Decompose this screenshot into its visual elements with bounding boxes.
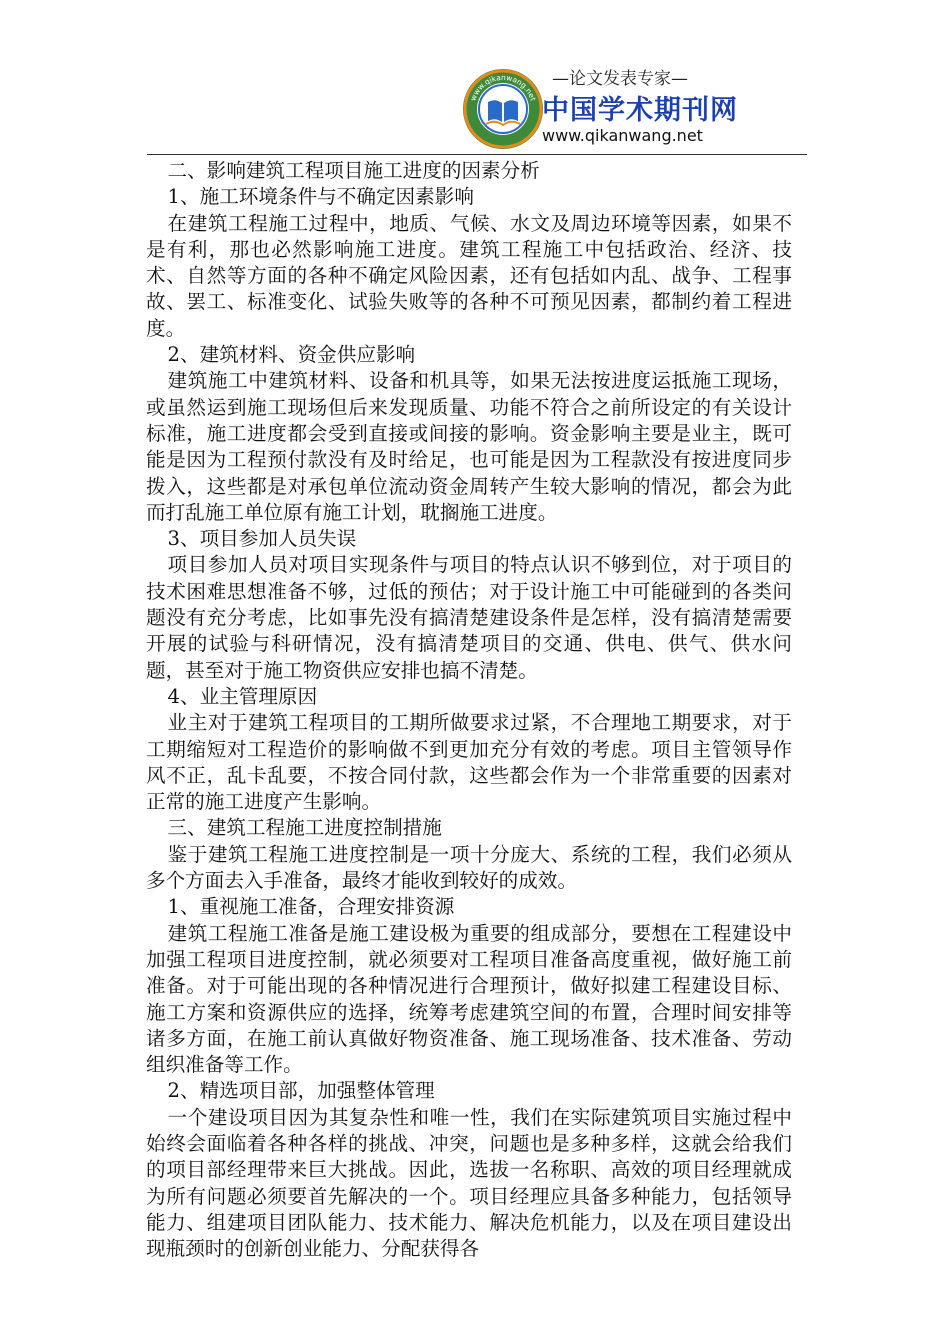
- paragraph: 建筑工程施工准备是施工建设极为重要的组成部分，要想在工程建设中加强工程项目进度控制，就必须要对工程项目准备高度重视，做好施工前准备。对于可能出现的各种情况进行合理预计，做好拟建工程建设目标、施工方案和资源供应的选择，统筹考虑建筑空间的布置，合理时间安排等诸多方面，在施工前认真做好物资准备、施工现场准备、技术准备、劳动组织准备等工作。: [146, 921, 792, 1077]
- paragraph: 业主对于建筑工程项目的工期所做要求过紧，不合理地工期要求，对于工期缩短对工程造价的影响做不到更加充分有效的考虑。项目主管领导作风不正，乱卡乱要，不按合同付款，这些都会作为一个非常重要的因素对正常的施工进度产生影响。: [146, 711, 792, 814]
- subsection-heading: 2、建筑材料、资金供应影响: [167, 343, 416, 367]
- qikanwang-logo-seal: [462, 68, 544, 150]
- subsection-heading: 4、业主管理原因: [167, 684, 318, 708]
- paragraph: 在建筑工程施工过程中，地质、气候、水文及周边环境等因素，如果不是有利，那也必然影响施工进度。建筑工程施工中包括政治、经济、技术、自然等方面的各种不确定风险因素，还有包括如内乱、战争、工程事故、罢工、标准变化、试验失败等的各种不可预见因素，都制约着工程进度。: [146, 211, 792, 340]
- site-name: 中国学术期刊网: [542, 95, 738, 126]
- subsection-heading: 1、重视施工准备，合理安排资源: [167, 895, 455, 919]
- document-body: [146, 158, 792, 1262]
- site-header: [462, 62, 808, 154]
- paragraph: 鉴于建筑工程施工进度控制是一项十分庞大、系统的工程，我们必须从多个方面去入手准备，最终才能收到较好的成效。: [146, 842, 792, 893]
- paragraph: 一个建设项目因为其复杂性和唯一性，我们在实际建筑项目实施过程中始终会面临着各种各样的挑战、冲突，问题也是多种多样，这就会给我们的项目部经理带来巨大挑战。因此，选拔一名称职、高效的项目经理就成为所有问题必须要首先解决的一个。项目经理应具备多种能力，包括领导能力、组建项目团队能力、技术能力、解决危机能力，以及在项目建设出现瓶颈时的创新创业能力、分配获得各: [146, 1105, 792, 1261]
- subsection-heading: 3、项目参加人员失误: [167, 527, 357, 551]
- header-slogan: —论文发表专家—: [552, 69, 688, 89]
- site-url: www.qikanwang.net: [542, 126, 703, 145]
- paragraph: 项目参加人员对项目实现条件与项目的特点认识不够到位，对于项目的技术困难思想准备不够，过低的预估；对于设计施工中可能碰到的各类问题没有充分考虑，比如事先没有搞清楚建设条件是怎样，没有搞清楚需要开展的试验与科研情况，没有搞清楚项目的交通、供电、供气、供水问题，甚至对于施工物资供应安排也搞不清楚。: [146, 553, 792, 682]
- seal-text: www.qikanwang.net: [468, 72, 538, 103]
- section-heading: 二、影响建筑工程项目施工进度的因素分析: [167, 159, 540, 182]
- header-divider: [147, 154, 807, 155]
- paragraph: 建筑施工中建筑材料、设备和机具等，如果无法按进度运抵施工现场，或虽然运到施工现场但后来发现质量、功能不符合之前所设定的有关设计标准，施工进度都会受到直接或间接的影响。资金影响主要是业主，既可能是因为工程预付款没有及时给足，也可能是因为工程款没有按进度同步拨入，这些都是对承包单位流动资金周转产生较大影响的情况，都会为此而打乱施工单位原有施工计划，耽搁施工进度。: [146, 369, 792, 524]
- subsection-heading: 2、精选项目部，加强整体管理: [167, 1079, 435, 1103]
- section-heading: 三、建筑工程施工进度控制措施: [167, 816, 442, 840]
- subsection-heading: 1、施工环境条件与不确定因素影响: [167, 185, 474, 209]
